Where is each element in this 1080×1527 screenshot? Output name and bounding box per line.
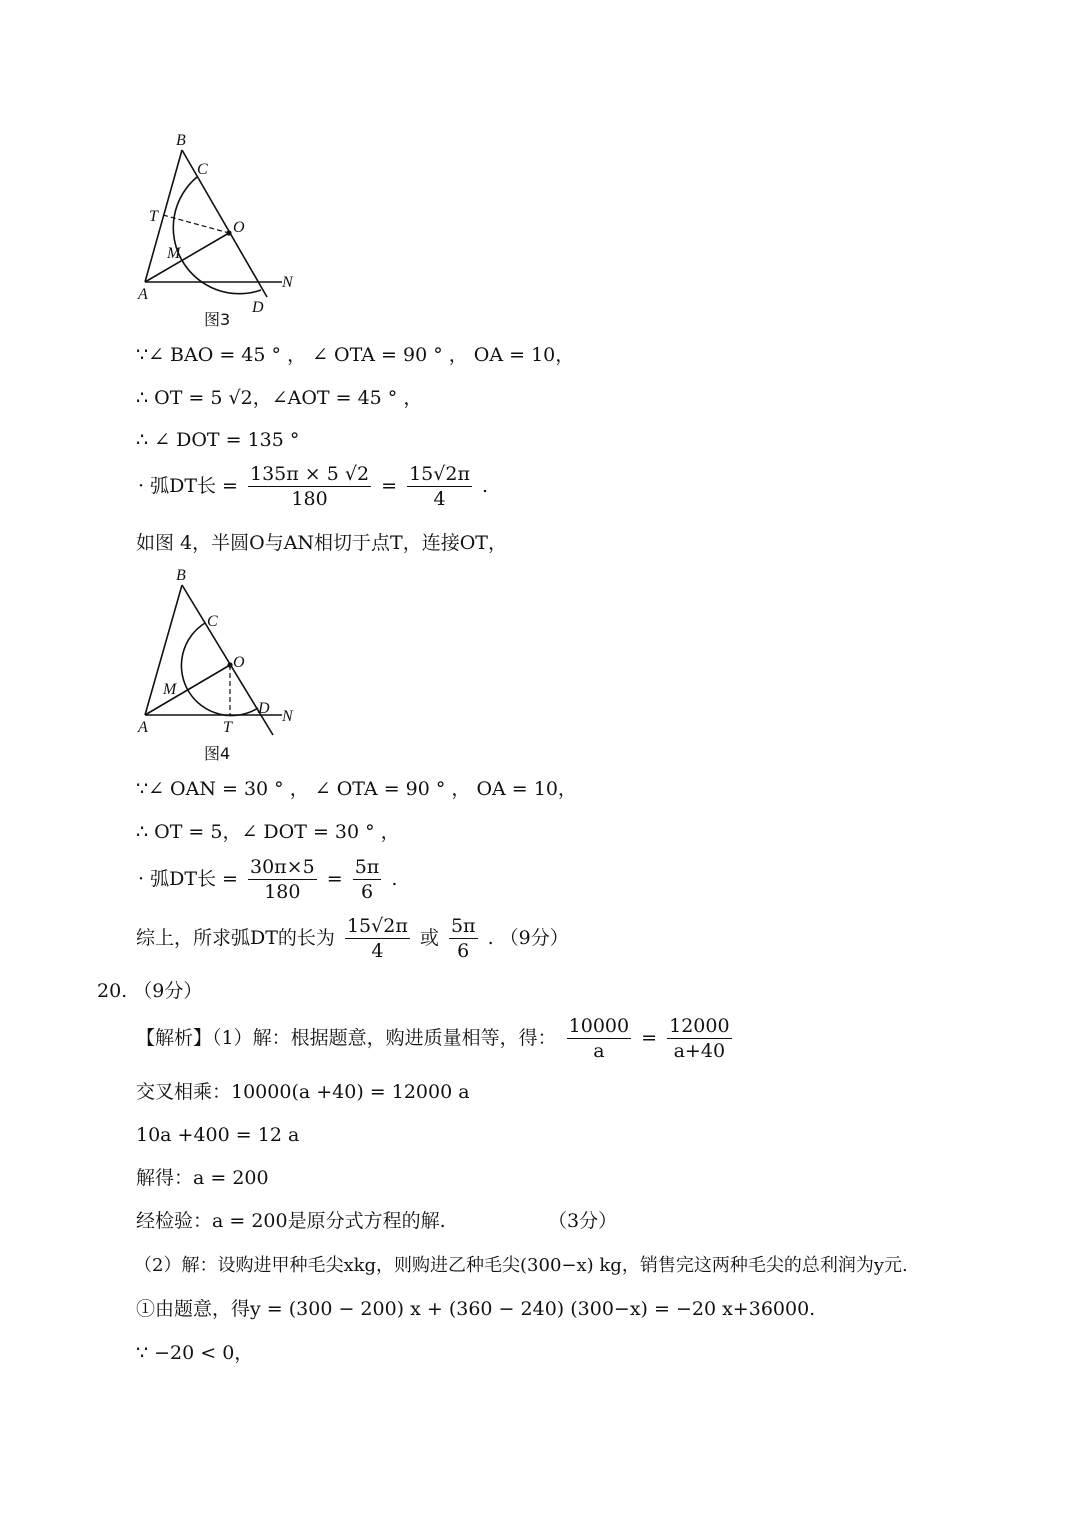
line-5: 如图 4，半圆O与AN相切于点T，连接OT， <box>136 532 507 554</box>
line-4-end: . <box>482 474 489 497</box>
denominator: 4 <box>433 488 446 510</box>
line-2: ∴ OT = 5 √2，∠AOT = 45 ° ， <box>136 387 423 409</box>
numerator: 135π × 5 √2 <box>250 463 370 485</box>
line-7: ∴ OT = 5，∠ DOT = 30 ° ， <box>136 821 400 843</box>
line-8-end: . <box>391 867 398 890</box>
fig4-label-n: N <box>282 708 293 725</box>
denominator: 4 <box>371 940 384 962</box>
fraction <box>353 855 382 904</box>
fig3-label-o: O <box>233 219 245 236</box>
denominator: 180 <box>264 881 301 903</box>
numerator: 5π <box>354 856 380 878</box>
line-9-prefix: 综上，所求弧DT的长为 <box>136 926 335 949</box>
fig3-label-a: A <box>138 286 148 303</box>
fig4-label-c: C <box>207 613 218 630</box>
line-8-prefix: · 弧DT长 = <box>138 867 238 890</box>
fig3-label-n: N <box>282 274 293 291</box>
line-17: ∵ −20 < 0， <box>136 1342 254 1364</box>
fraction <box>248 462 371 511</box>
fig3-label-b: B <box>176 132 186 149</box>
line-10-prefix: 【解析】（1）解：根据题意，购进质量相等，得： <box>136 1026 557 1049</box>
or-word: 或 <box>419 926 439 949</box>
fraction <box>567 1014 631 1063</box>
equals: = <box>381 474 398 497</box>
line-15: （2）解：设购进甲种毛尖xkg，则购进乙种毛尖(300−x) kg，销售完这两种毛尖的总利润为y元. <box>134 1255 908 1276</box>
denominator: 180 <box>291 488 328 510</box>
question-20-heading: 20. （9分） <box>97 980 203 1002</box>
fig3-point-o <box>226 230 231 235</box>
fig4-caption: 图4 <box>204 744 231 763</box>
fig3-caption: 图3 <box>204 310 231 329</box>
fraction <box>407 462 472 511</box>
denominator: 6 <box>360 881 374 903</box>
numerator: 10000 <box>568 1015 630 1037</box>
fig4-label-a: A <box>138 719 148 736</box>
fig4-label-o: O <box>233 654 245 671</box>
line-14-score: （3分） <box>548 1210 618 1232</box>
line-9-end: . （9分） <box>487 926 569 949</box>
equals: = <box>641 1026 658 1049</box>
line-16: ①由题意，得y = (300 − 200) x + (360 − 240) (300−x) = −20 x+36000. <box>136 1298 816 1320</box>
line-4-prefix: · 弧DT长 = <box>138 474 238 497</box>
fig4-point-o <box>227 662 232 667</box>
equals: = <box>326 867 343 890</box>
fraction <box>667 1014 731 1063</box>
numerator: 5π <box>450 915 476 937</box>
fig4-label-m: M <box>163 681 177 698</box>
numerator: 15√2π <box>346 915 408 937</box>
figure-4 <box>130 560 310 740</box>
fraction <box>449 914 478 963</box>
line-1: ∵∠ BAO = 45 ° ， ∠ OTA = 90 ° ， OA = 10， <box>136 344 575 366</box>
figure-3 <box>130 125 310 330</box>
denominator: 6 <box>457 940 470 962</box>
fig3-label-m: M <box>167 245 181 262</box>
denominator: a <box>593 1040 605 1062</box>
fig3-line-ao <box>145 233 229 282</box>
line-9 <box>136 914 569 963</box>
numerator: 12000 <box>669 1015 730 1037</box>
line-3: ∴ ∠ DOT = 135 ° <box>136 429 300 451</box>
fig3-label-t: T <box>149 208 158 225</box>
fig4-label-t: T <box>223 719 232 736</box>
line-14: 经检验：a = 200是原分式方程的解. <box>136 1210 446 1232</box>
line-6: ∵∠ OAN = 30 ° ， ∠ OTA = 90 ° ， OA = 10， <box>136 778 577 800</box>
fraction <box>345 914 410 963</box>
fig3-semicircle <box>173 177 261 294</box>
line-10 <box>136 1014 736 1063</box>
line-12: 10a +400 = 12 a <box>136 1124 300 1146</box>
numerator: 30π×5 <box>250 856 315 878</box>
fraction <box>248 855 317 904</box>
line-13: 解得：a = 200 <box>136 1167 269 1189</box>
fig4-label-d: D <box>258 700 270 717</box>
fig3-label-d: D <box>252 299 264 316</box>
line-8 <box>138 855 397 904</box>
fig4-semicircle <box>181 623 258 716</box>
fig3-label-c: C <box>197 161 208 178</box>
numerator: 15√2π <box>409 463 470 485</box>
fig4-label-b: B <box>176 567 186 584</box>
line-11: 交叉相乘：10000(a +40) = 12000 a <box>136 1081 470 1103</box>
denominator: a+40 <box>673 1040 726 1062</box>
line-4 <box>138 462 488 511</box>
